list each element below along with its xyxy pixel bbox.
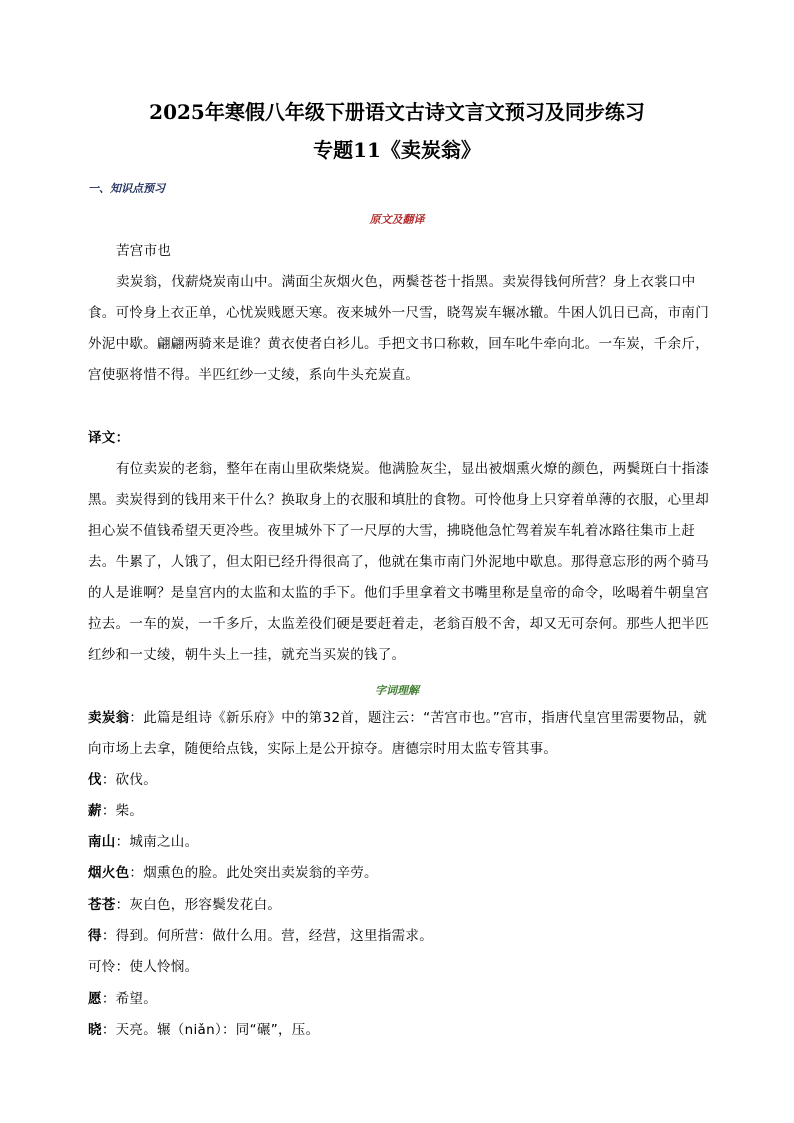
translation-text: 有位卖炭的老翁，整年在南山里砍柴烧炭。他满脸灰尘，显出被烟熏火燎的颜色，两鬓斑白十指漆黑。卖炭得到的钱用来干什么？换取身上的衣服和填肚的食物。可怜他身上只穿着单薄的衣服，心里却担心炭不值钱希望天更冷些。夜里城外下了一尺厚的大雪，拂晓他急忙驾着炭车轧着冰路往集市上赶去。牛累了，人饿了，但太阳已经升得很高了，他就在集市南门外泥地中歇息。那得意忘形的两个骑马的人是谁啊？是皇宫内的太监和太监的手下。他们手里拿着文书嘴里称是皇帝的命令，吆喝着牛朝皇宫拉去。一车的炭，一千多斤，太监差役们硬是要赶着走，老翁百般不舍，却又无可奈何。那些人把半匹红纱和一丈绫，朝牛头上一挂，就充当买炭的钱了。	[88, 461, 710, 663]
gloss-term: 南山	[88, 834, 116, 850]
gloss-item	[88, 921, 718, 952]
gloss-term: 愿	[88, 991, 102, 1007]
gloss-def: 可怜：使人怜悯。	[88, 959, 199, 975]
translation-label: 译文：	[88, 430, 130, 446]
document-subtitle: 专题11《卖炭翁》	[313, 138, 481, 162]
subheading-original: 原文及翻译	[369, 213, 425, 226]
gloss-def: ：烟熏色的脸。此处突出卖炭翁的辛劳。	[129, 865, 378, 881]
gloss-item	[88, 703, 718, 765]
gloss-term: 晓	[88, 1022, 102, 1038]
gloss-term: 伐	[88, 772, 102, 788]
gloss-item	[88, 952, 718, 983]
gloss-def: ：天亮。辗（niǎn）：同“碾”，压。	[101, 1022, 320, 1038]
gloss-def: ：此篇是组诗《新乐府》中的第32首，题注云：“苦宫市也。”宫市，指唐代皇宫里需要物品，就向市场上去拿，随便给点钱，实际上是公开掠夺。唐德宗时用太监专管其事。	[88, 710, 708, 757]
gloss-item	[88, 765, 718, 796]
gloss-term: 薪	[88, 803, 102, 819]
gloss-def: ：城南之山。	[115, 834, 199, 850]
gloss-term: 烟火色	[88, 865, 130, 881]
gloss-item	[88, 984, 718, 1015]
gloss-item	[88, 796, 718, 827]
document-title: 2025年寒假八年级下册语文古诗文言文预习及同步练习	[149, 100, 645, 124]
gloss-def: ：希望。	[101, 991, 158, 1007]
gloss-def: ：得到。何所营：做什么用。营，经营，这里指需求。	[101, 928, 434, 944]
subheading-vocab: 字词理解	[375, 684, 419, 697]
gloss-term: 卖炭翁	[88, 710, 130, 726]
gloss-def: ：柴。	[101, 803, 144, 819]
section-heading: 一、知识点预习	[88, 182, 165, 195]
gloss-def: ：砍伐。	[101, 772, 158, 788]
original-text: 卖炭翁，伐薪烧炭南山中。满面尘灰烟火色，两鬓苍苍十指黑。卖炭得钱何所营？身上衣裳口中食。可怜身上衣正单，心忧炭贱愿天寒。夜来城外一尺雪，晓驾炭车辗冰辙。牛困人饥日已高，市南门外泥中歇。翩翩两骑来是谁？黄衣使者白衫儿。手把文书口称敕，回车叱牛牵向北。一车炭，千余斤，宫使驱将惜不得。半匹红纱一丈绫，系向牛头充炭直。	[88, 274, 709, 383]
gloss-item	[88, 1015, 718, 1046]
gloss-item	[88, 827, 718, 858]
gloss-term: 苍苍	[88, 897, 116, 913]
poem-title: 苦宫市也	[116, 243, 172, 259]
gloss-item	[88, 890, 718, 921]
gloss-term: 得	[88, 928, 102, 944]
gloss-item	[88, 858, 718, 889]
gloss-def: ：灰白色，形容鬓发花白。	[115, 897, 282, 913]
